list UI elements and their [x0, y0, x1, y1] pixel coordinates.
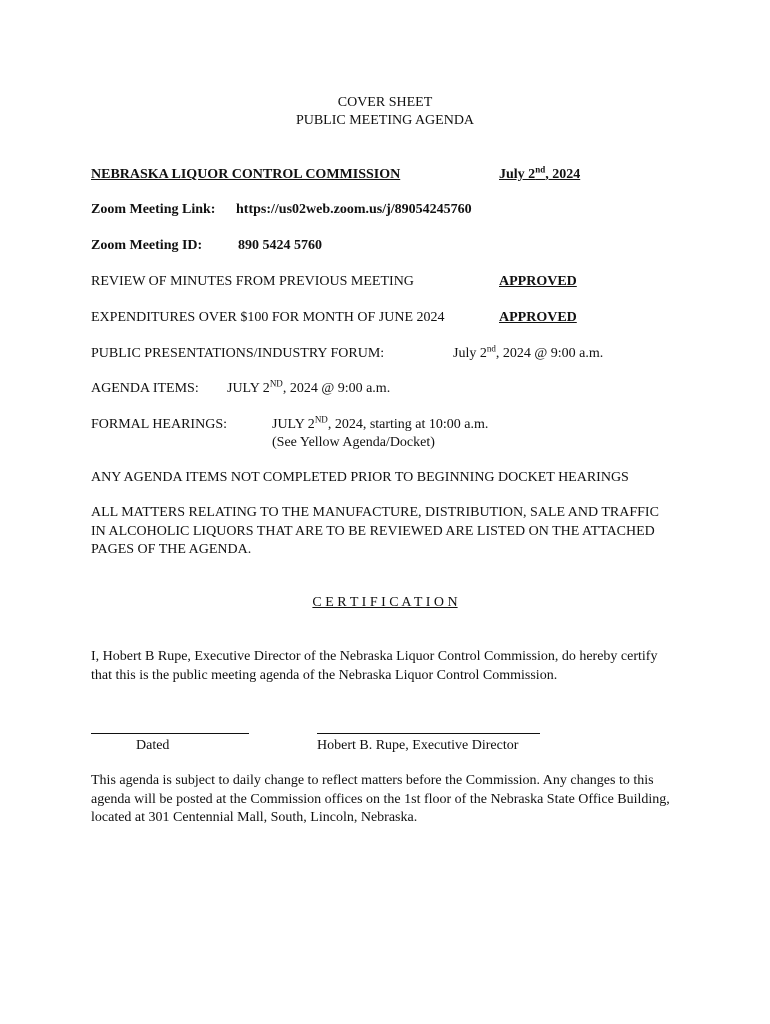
formal-hearings-note: (See Yellow Agenda/Docket)	[272, 435, 435, 450]
director-signature-line	[317, 733, 540, 734]
header-subtitle: PUBLIC MEETING AGENDA	[295, 113, 475, 128]
formal-hearings-time: JULY 2ND, 2024, starting at 10:00 a.m.	[272, 414, 489, 432]
meeting-date: July 2nd, 2024	[499, 164, 581, 182]
minutes-label: REVIEW OF MINUTES FROM PREVIOUS MEETING	[91, 274, 414, 289]
certification-text: I, Hobert B Rupe, Executive Director of the Nebraska Liquor Control Commission, do hereby certify that this is the public meeting agenda of the Nebraska Liquor Control Commission.	[91, 649, 658, 683]
dated-signature-line	[91, 733, 249, 734]
incomplete-items-note: ANY AGENDA ITEMS NOT COMPLETED PRIOR TO BEGINNING DOCKET HEARINGS	[91, 470, 629, 485]
certification-title: C E R T I F I C A T I O N	[312, 595, 458, 610]
zoom-link-label: Zoom Meeting Link:	[91, 202, 216, 217]
dated-label: Dated	[136, 738, 170, 753]
forum-label: PUBLIC PRESENTATIONS/INDUSTRY FORUM:	[91, 346, 385, 361]
signer-label: Hobert B. Rupe, Executive Director	[317, 738, 519, 753]
minutes-status: APPROVED	[499, 274, 577, 289]
footer-text: This agenda is subject to daily change to reflect matters before the Commission. Any changes to this agenda will be posted at the Commission offices on the 1st floor of the Nebraska State Office Building, located at 301 Centennial Mall, South, Lincoln, Nebraska.	[91, 773, 670, 825]
zoom-id: 890 5424 5760	[238, 238, 322, 253]
expenditures-label: EXPENDITURES OVER $100 FOR MONTH OF JUNE 2024	[91, 310, 445, 325]
agenda-items-label: AGENDA ITEMS:	[91, 381, 199, 396]
commission-name: NEBRASKA LIQUOR CONTROL COMMISSION	[91, 167, 401, 182]
forum-time: July 2nd, 2024 @ 9:00 a.m.	[453, 343, 604, 361]
zoom-link[interactable]: https://us02web.zoom.us/j/89054245760	[236, 202, 472, 217]
header-title: COVER SHEET	[337, 95, 433, 110]
agenda-items-time: JULY 2ND, 2024 @ 9:00 a.m.	[227, 378, 391, 396]
formal-hearings-label: FORMAL HEARINGS:	[91, 417, 227, 432]
expenditures-status: APPROVED	[499, 310, 577, 325]
zoom-id-label: Zoom Meeting ID:	[91, 238, 203, 253]
matters-note: ALL MATTERS RELATING TO THE MANUFACTURE, DISTRIBUTION, SALE AND TRAFFIC IN ALCOHOLIC LIQUORS THAT ARE TO BE REVIEWED ARE LISTED ON THE ATTACHED PAGES OF THE AGENDA.	[91, 505, 659, 557]
